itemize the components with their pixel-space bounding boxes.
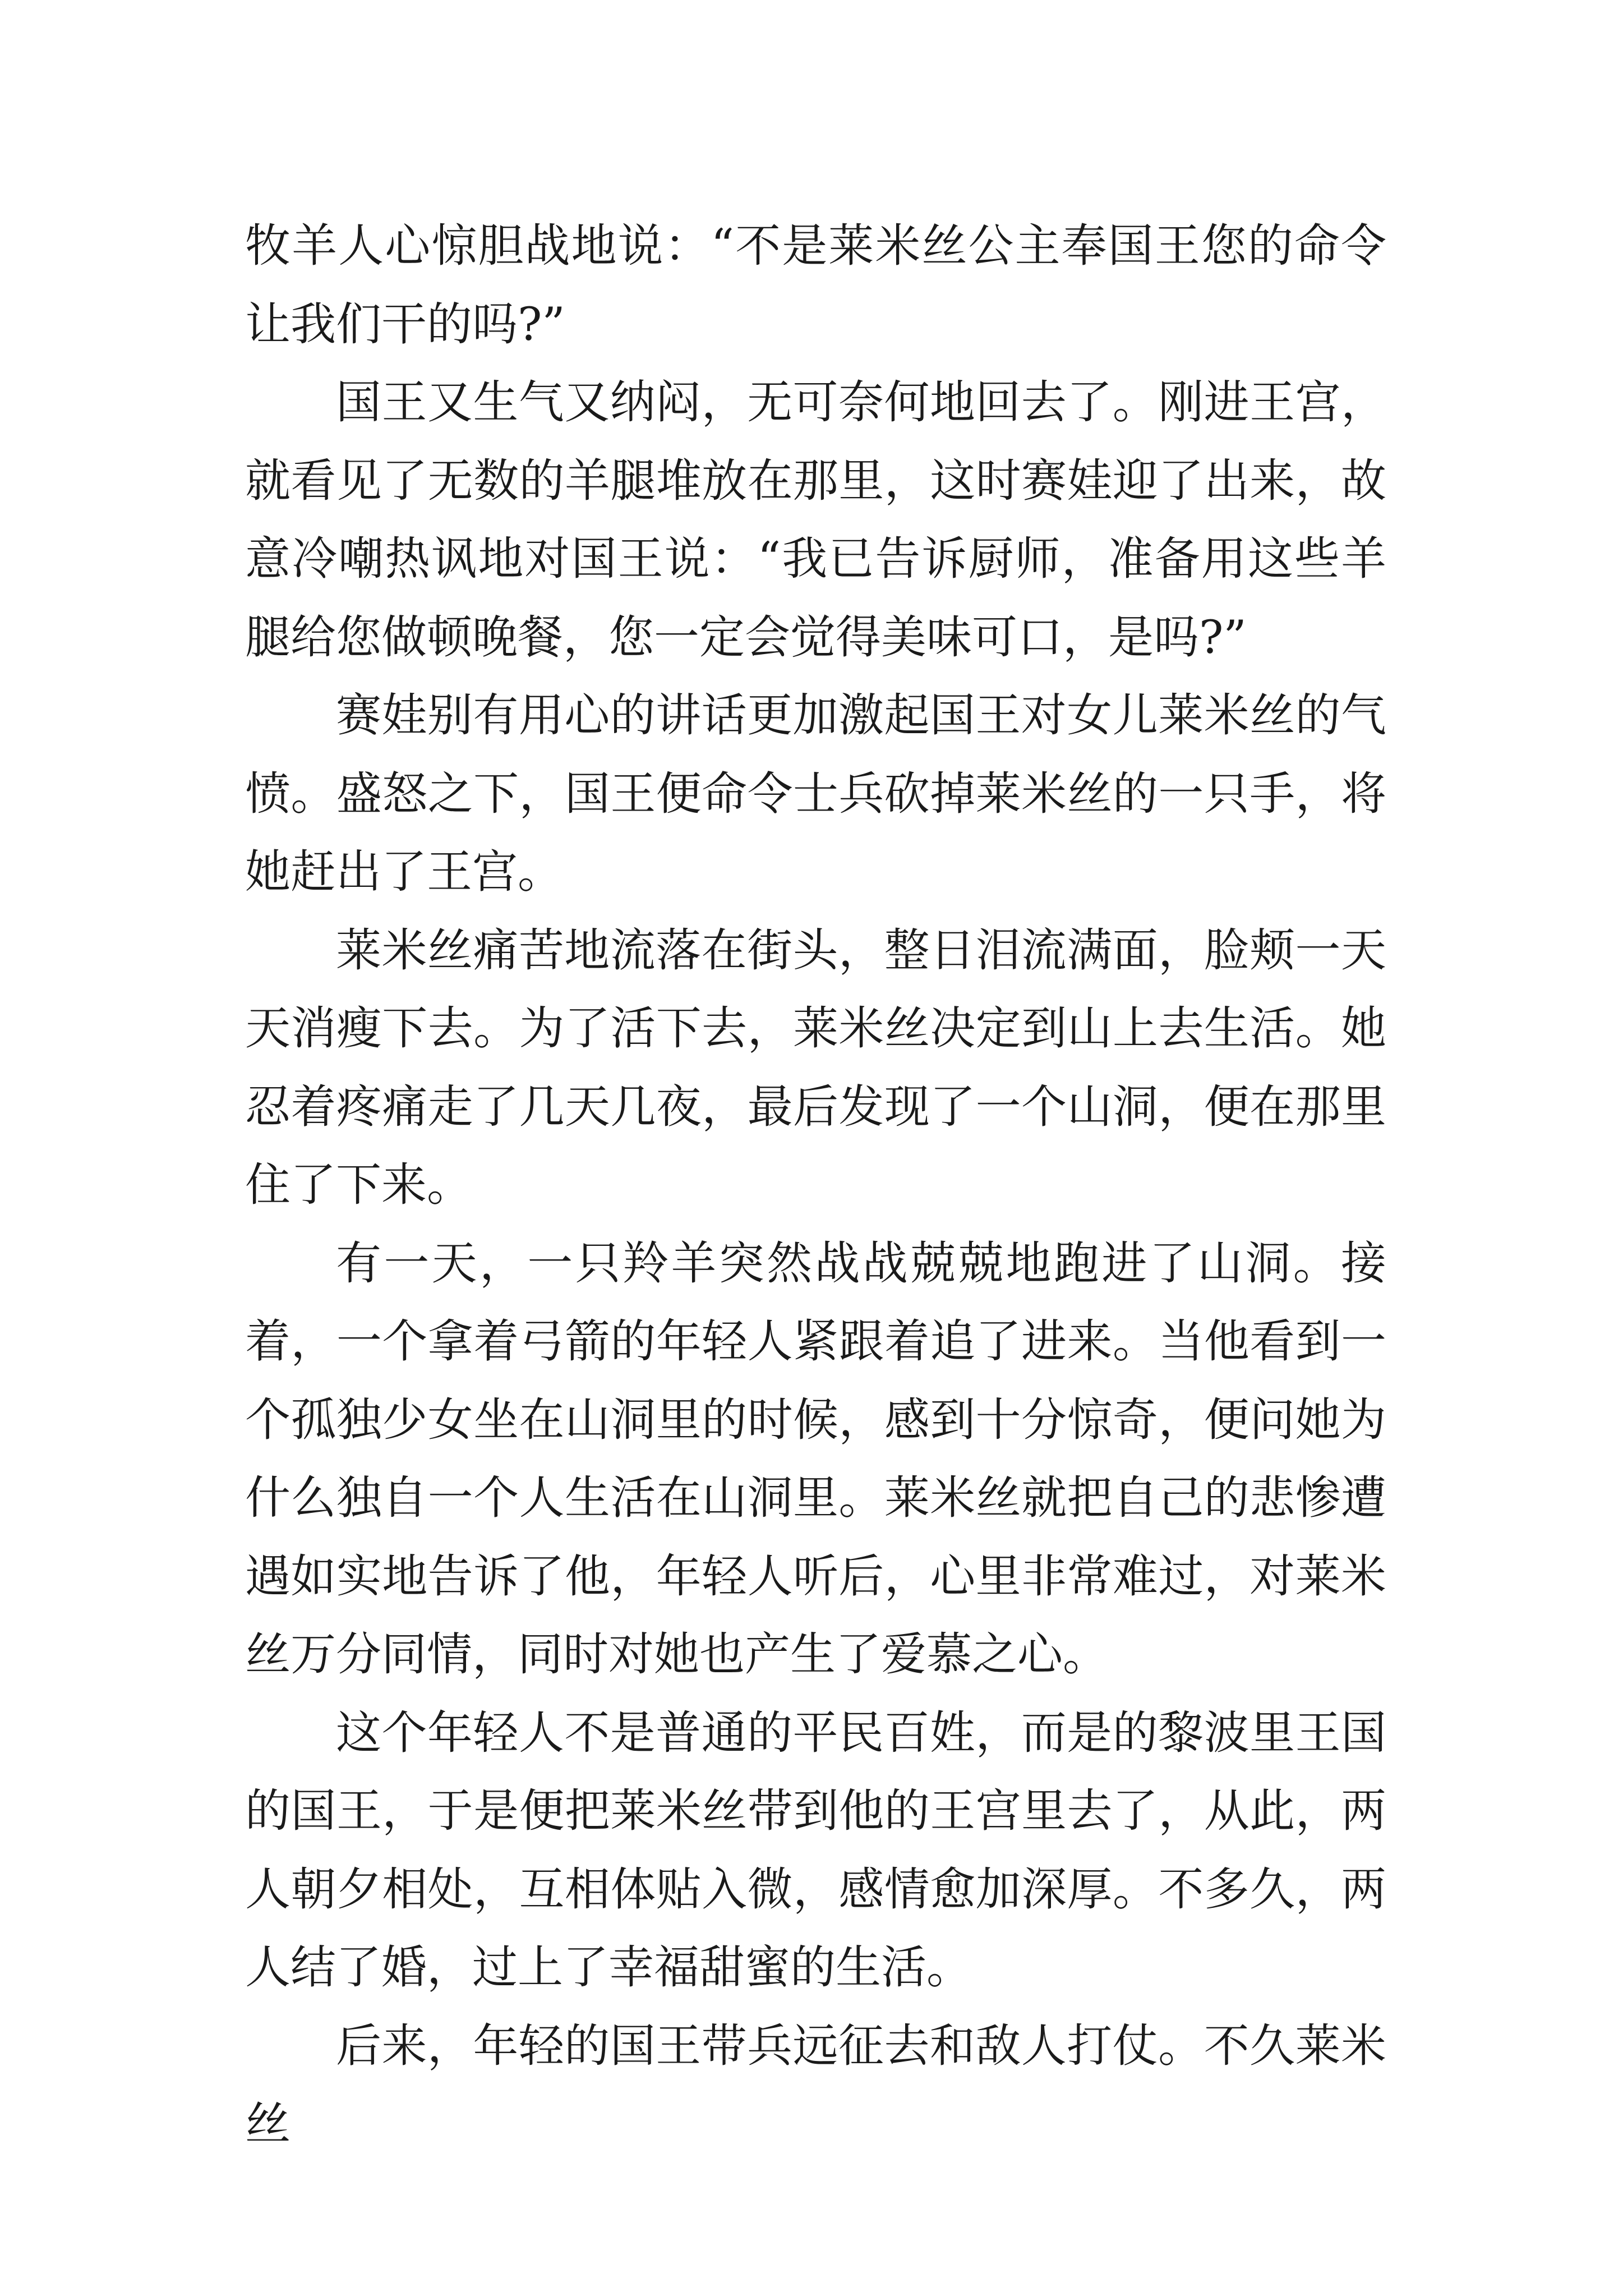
paragraph-5: 有一天，一只羚羊突然战战兢兢地跑进了山洞。接着，一个拿着弓箭的年轻人紧跟着追了进来。当他看到一个孤独少女坐在山洞里的时候，感到十分惊奇，便问她为什么独自一个人生活在山洞里。莱米丝就把自己的悲惨遭遇如实地告诉了他，年轻人听后，心里非常难过，对莱米丝万分同情，同时对她也产生了爱慕之心。 <box>245 1237 1386 1681</box>
paragraph-1: 牧羊人心惊胆战地说：“不是莱米丝公主奉国王您的命令让我们干的吗?” <box>245 220 1386 351</box>
paragraph-2: 国王又生气又纳闷，无可奈何地回去了。刚进王宫，就看见了无数的羊腿堆放在那里，这时赛娃迎了出来，故意冷嘲热讽地对国王说：“我已告诉厨师，准备用这些羊腿给您做顿晚餐，您一定会觉得美味可口，是吗?” <box>245 376 1386 664</box>
paragraph-7: 后来，年轻的国王带兵远征去和敌人打仗。不久莱米丝 <box>245 2019 1386 2151</box>
story-text <box>245 208 1386 2164</box>
paragraph-3: 赛娃别有用心的讲话更加激起国王对女儿莱米丝的气愤。盛怒之下，国王便命令士兵砍掉莱米丝的一只手，将她赶出了王宫。 <box>245 689 1386 899</box>
paragraph-6: 这个年轻人不是普通的平民百姓，而是的黎波里王国的国王，于是便把莱米丝带到他的王宫里去了，从此，两人朝夕相处，互相体贴入微，感情愈加深厚。不多久，两人结了婚，过上了幸福甜蜜的生活。 <box>245 1706 1386 1994</box>
paragraph-4: 莱米丝痛苦地流落在街头，整日泪流满面，脸颊一天天消瘦下去。为了活下去，莱米丝决定到山上去生活。她忍着疼痛走了几天几夜，最后发现了一个山洞，便在那里住了下来。 <box>245 924 1386 1212</box>
